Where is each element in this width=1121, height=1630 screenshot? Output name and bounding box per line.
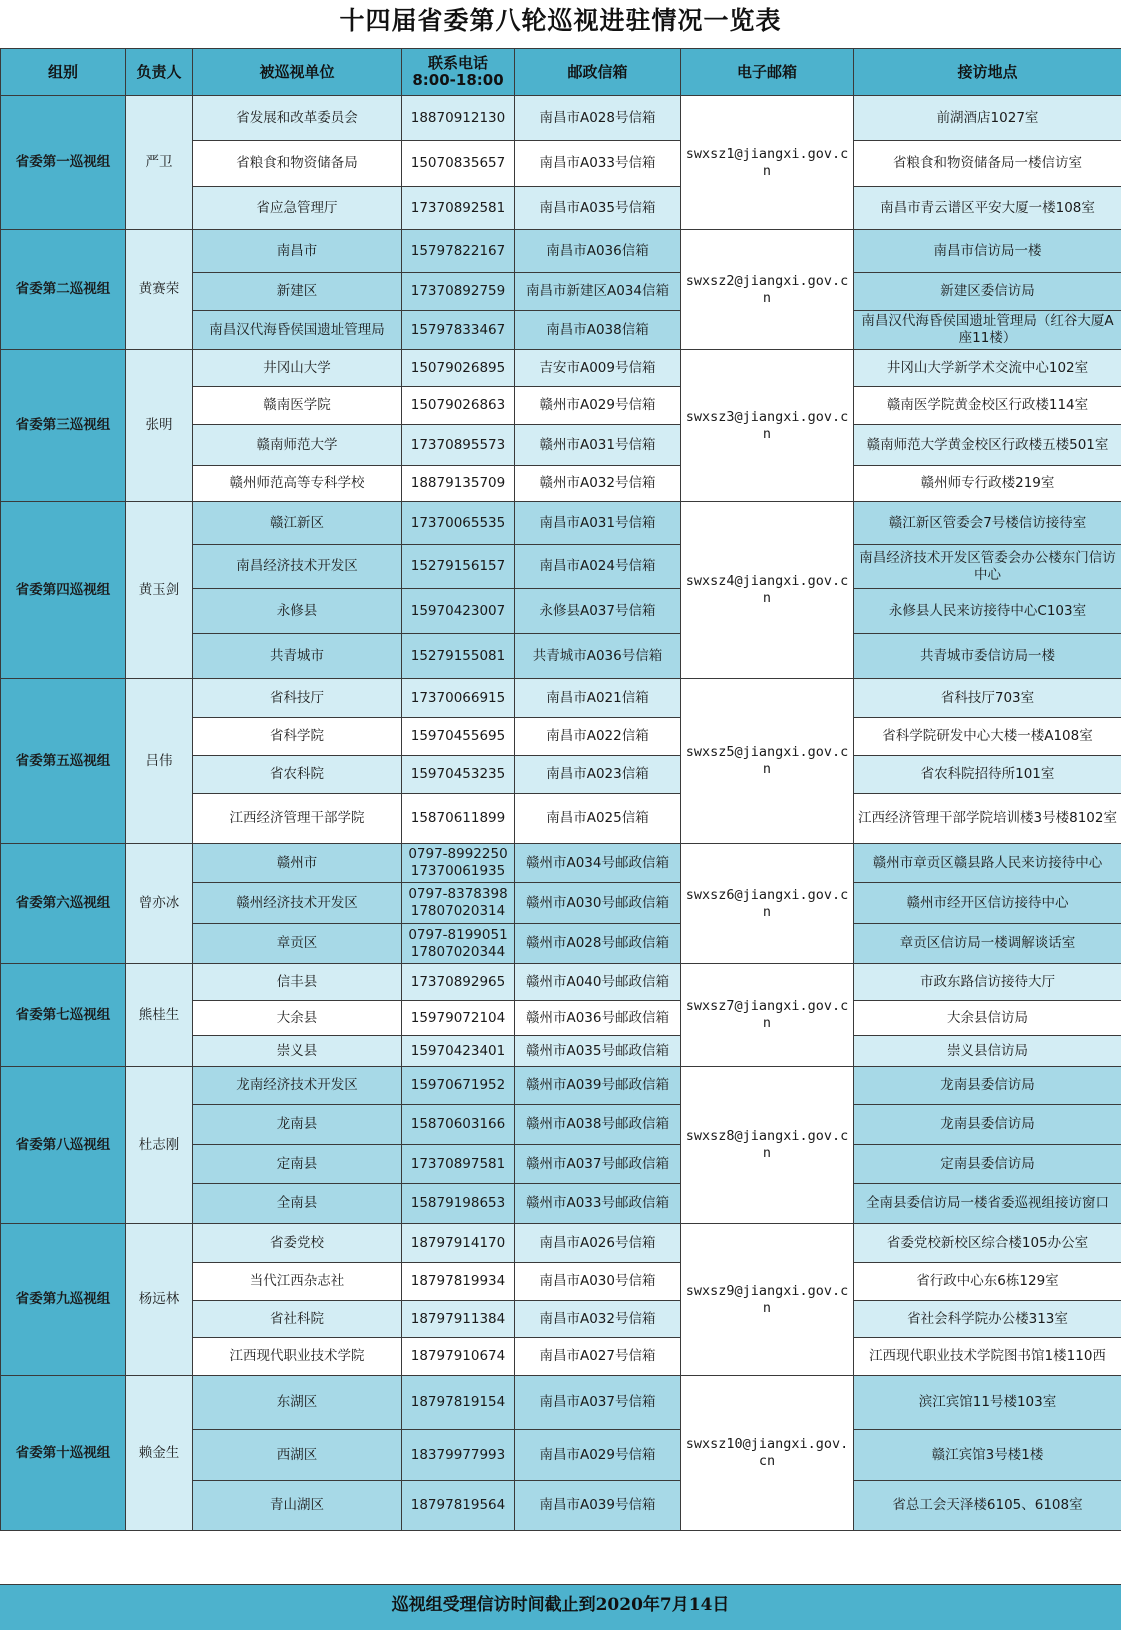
phone-cell: 15870611899 (402, 794, 515, 844)
phone-landline: 0797-8992250 (408, 846, 507, 862)
page-title: 十四届省委第八轮巡视进驻情况一览表 (0, 0, 1121, 48)
phone-cell: 15970453235 (402, 756, 515, 794)
mailbox-cell: 赣州市A030号邮政信箱 (515, 883, 681, 924)
mailbox-cell: 南昌市A024号信箱 (515, 545, 681, 589)
group-name: 省委第八巡视组 (1, 1067, 126, 1224)
phone-cell: 18797819154 (402, 1376, 515, 1430)
address-cell: 崇义县信访局 (854, 1036, 1121, 1067)
phone-cell: 18797819564 (402, 1481, 515, 1531)
unit-cell: 省粮食和物资储备局 (193, 141, 402, 187)
phone-cell: 15279156157 (402, 545, 515, 589)
unit-cell: 龙南县 (193, 1105, 402, 1145)
phone-mobile: 17807020344 (411, 944, 505, 960)
mailbox-cell: 南昌市A028号信箱 (515, 96, 681, 141)
unit-cell: 青山湖区 (193, 1481, 402, 1531)
header-row (1, 49, 1121, 96)
address-cell: 章贡区信访局一楼调解谈话室 (854, 924, 1121, 964)
unit-cell: 章贡区 (193, 924, 402, 964)
unit-cell: 永修县 (193, 589, 402, 634)
address-cell: 永修县人民来访接待中心C103室 (854, 589, 1121, 634)
group-name: 省委第五巡视组 (1, 679, 126, 844)
group-email: swxsz10@jiangxi.gov.cn (681, 1376, 854, 1531)
mailbox-cell: 赣州市A037号邮政信箱 (515, 1145, 681, 1184)
unit-cell: 赣南医学院 (193, 387, 402, 425)
phone-cell: 15970423007 (402, 589, 515, 634)
phone-cell: 18797911384 (402, 1301, 515, 1338)
table-row (1, 502, 1121, 545)
phone-cell (402, 844, 515, 883)
phone-cell: 18879135709 (402, 466, 515, 502)
group-email: swxsz5@jiangxi.gov.cn (681, 679, 854, 844)
table-row (1, 964, 1121, 1001)
mailbox-cell: 赣州市A028号邮政信箱 (515, 924, 681, 964)
table-row (1, 844, 1121, 883)
address-cell: 井冈山大学新学术交流中心102室 (854, 350, 1121, 387)
address-cell: 前湖酒店1027室 (854, 96, 1121, 141)
phone-cell: 17370897581 (402, 1145, 515, 1184)
address-cell: 江西现代职业技术学院图书馆1楼110西 (854, 1338, 1121, 1376)
address-cell: 滨江宾馆11号楼103室 (854, 1376, 1121, 1430)
address-cell: 新建区委信访局 (854, 273, 1121, 311)
phone-cell: 15979072104 (402, 1001, 515, 1036)
table-row (1, 230, 1121, 273)
mailbox-cell: 南昌市A030号信箱 (515, 1263, 681, 1301)
mailbox-cell: 南昌市A038信箱 (515, 311, 681, 350)
mailbox-cell: 南昌市A021信箱 (515, 679, 681, 718)
group-name: 省委第二巡视组 (1, 230, 126, 350)
mailbox-cell: 南昌市A025信箱 (515, 794, 681, 844)
footer-note: 巡视组受理信访时间截止到2020年7月14日 (0, 1584, 1121, 1630)
mailbox-cell: 吉安市A009号信箱 (515, 350, 681, 387)
group-email: swxsz2@jiangxi.gov.cn (681, 230, 854, 350)
phone-cell: 15970455695 (402, 718, 515, 756)
unit-cell: 南昌经济技术开发区 (193, 545, 402, 589)
table-row (1, 1224, 1121, 1263)
address-cell: 省科技厅703室 (854, 679, 1121, 718)
phone-cell: 17370065535 (402, 502, 515, 545)
group-leader: 吕伟 (126, 679, 193, 844)
group-leader: 严卫 (126, 96, 193, 230)
header-unit: 被巡视单位 (193, 49, 402, 96)
mailbox-cell: 赣州市A039号邮政信箱 (515, 1067, 681, 1105)
group-leader: 赖金生 (126, 1376, 193, 1531)
address-cell: 市政东路信访接待大厅 (854, 964, 1121, 1001)
group-email: swxsz7@jiangxi.gov.cn (681, 964, 854, 1067)
group-leader: 熊桂生 (126, 964, 193, 1067)
unit-cell: 赣州经济技术开发区 (193, 883, 402, 924)
mailbox-cell: 南昌市新建区A034信箱 (515, 273, 681, 311)
mailbox-cell: 南昌市A035号信箱 (515, 187, 681, 230)
phone-cell: 18797910674 (402, 1338, 515, 1376)
table-row (1, 350, 1121, 387)
unit-cell: 省发展和改革委员会 (193, 96, 402, 141)
header-group: 组别 (1, 49, 126, 96)
mailbox-cell: 赣州市A032号信箱 (515, 466, 681, 502)
group-leader: 黄玉剑 (126, 502, 193, 679)
address-cell: 全南县委信访局一楼省委巡视组接访窗口 (854, 1184, 1121, 1224)
address-cell: 赣南师范大学黄金校区行政楼五楼501室 (854, 425, 1121, 466)
mailbox-cell: 赣州市A035号邮政信箱 (515, 1036, 681, 1067)
group-email: swxsz1@jiangxi.gov.cn (681, 96, 854, 230)
unit-cell: 赣州市 (193, 844, 402, 883)
unit-cell: 共青城市 (193, 634, 402, 679)
mailbox-cell: 共青城市A036号信箱 (515, 634, 681, 679)
unit-cell: 省社科院 (193, 1301, 402, 1338)
mailbox-cell: 赣州市A040号邮政信箱 (515, 964, 681, 1001)
address-cell: 南昌市信访局一楼 (854, 230, 1121, 273)
group-name: 省委第一巡视组 (1, 96, 126, 230)
group-name: 省委第六巡视组 (1, 844, 126, 964)
unit-cell: 当代江西杂志社 (193, 1263, 402, 1301)
unit-cell: 南昌市 (193, 230, 402, 273)
mailbox-cell: 南昌市A037号信箱 (515, 1376, 681, 1430)
table-row (1, 1067, 1121, 1105)
phone-cell: 15870603166 (402, 1105, 515, 1145)
phone-cell: 18797914170 (402, 1224, 515, 1263)
unit-cell: 新建区 (193, 273, 402, 311)
group-name: 省委第九巡视组 (1, 1224, 126, 1376)
unit-cell: 全南县 (193, 1184, 402, 1224)
address-cell: 共青城市委信访局一楼 (854, 634, 1121, 679)
address-cell: 省委党校新校区综合楼105办公室 (854, 1224, 1121, 1263)
address-cell: 赣州市章贡区赣县路人民来访接待中心 (854, 844, 1121, 883)
phone-cell: 17370892965 (402, 964, 515, 1001)
unit-cell: 大余县 (193, 1001, 402, 1036)
unit-cell: 赣江新区 (193, 502, 402, 545)
phone-cell: 17370066915 (402, 679, 515, 718)
address-cell: 江西经济管理干部学院培训楼3号楼8102室 (854, 794, 1121, 844)
unit-cell: 信丰县 (193, 964, 402, 1001)
unit-cell: 省委党校 (193, 1224, 402, 1263)
group-name: 省委第十巡视组 (1, 1376, 126, 1531)
mailbox-cell: 永修县A037号信箱 (515, 589, 681, 634)
mailbox-cell: 南昌市A026号信箱 (515, 1224, 681, 1263)
address-cell: 定南县委信访局 (854, 1145, 1121, 1184)
phone-mobile: 17370061935 (411, 863, 505, 879)
inspection-table (0, 48, 1121, 1531)
phone-cell: 15797833467 (402, 311, 515, 350)
unit-cell: 省农科院 (193, 756, 402, 794)
mailbox-cell: 南昌市A036信箱 (515, 230, 681, 273)
group-leader: 张明 (126, 350, 193, 502)
mailbox-cell: 南昌市A029号信箱 (515, 1430, 681, 1481)
phone-cell: 15970671952 (402, 1067, 515, 1105)
phone-cell: 17370892581 (402, 187, 515, 230)
address-cell: 南昌市青云谱区平安大厦一楼108室 (854, 187, 1121, 230)
address-cell: 省粮食和物资储备局一楼信访室 (854, 141, 1121, 187)
group-email: swxsz9@jiangxi.gov.cn (681, 1224, 854, 1376)
unit-cell: 崇义县 (193, 1036, 402, 1067)
header-phone-label: 联系电话 (428, 54, 488, 72)
group-email: swxsz6@jiangxi.gov.cn (681, 844, 854, 964)
phone-cell: 18870912130 (402, 96, 515, 141)
mailbox-cell: 赣州市A031号信箱 (515, 425, 681, 466)
phone-cell: 17370895573 (402, 425, 515, 466)
unit-cell: 龙南经济技术开发区 (193, 1067, 402, 1105)
mailbox-cell: 南昌市A032号信箱 (515, 1301, 681, 1338)
header-email: 电子邮箱 (681, 49, 854, 96)
address-cell: 南昌经济技术开发区管委会办公楼东门信访中心 (854, 545, 1121, 589)
address-cell: 龙南县委信访局 (854, 1067, 1121, 1105)
unit-cell: 江西经济管理干部学院 (193, 794, 402, 844)
address-cell: 南昌汉代海昏侯国遗址管理局（红谷大厦A座11楼） (854, 311, 1121, 350)
table-row (1, 679, 1121, 718)
header-phone (402, 49, 515, 96)
mailbox-cell: 赣州市A036号邮政信箱 (515, 1001, 681, 1036)
unit-cell: 江西现代职业技术学院 (193, 1338, 402, 1376)
unit-cell: 赣南师范大学 (193, 425, 402, 466)
mailbox-cell: 赣州市A033号邮政信箱 (515, 1184, 681, 1224)
address-cell: 赣州师专行政楼219室 (854, 466, 1121, 502)
group-leader: 黄赛荣 (126, 230, 193, 350)
phone-cell (402, 924, 515, 964)
group-email: swxsz8@jiangxi.gov.cn (681, 1067, 854, 1224)
address-cell: 省总工会天泽楼6105、6108室 (854, 1481, 1121, 1531)
group-email: swxsz3@jiangxi.gov.cn (681, 350, 854, 502)
mailbox-cell: 赣州市A029号信箱 (515, 387, 681, 425)
phone-cell: 15079026863 (402, 387, 515, 425)
mailbox-cell: 赣州市A034号邮政信箱 (515, 844, 681, 883)
address-cell: 大余县信访局 (854, 1001, 1121, 1036)
unit-cell: 省科技厅 (193, 679, 402, 718)
unit-cell: 省科学院 (193, 718, 402, 756)
mailbox-cell: 南昌市A039号信箱 (515, 1481, 681, 1531)
phone-landline: 0797-8199051 (408, 927, 507, 943)
address-cell: 龙南县委信访局 (854, 1105, 1121, 1145)
address-cell: 赣州市经开区信访接待中心 (854, 883, 1121, 924)
table-row (1, 96, 1121, 141)
header-leader: 负责人 (126, 49, 193, 96)
table-row (1, 1376, 1121, 1430)
address-cell: 赣江新区管委会7号楼信访接待室 (854, 502, 1121, 545)
mailbox-cell: 赣州市A038号邮政信箱 (515, 1105, 681, 1145)
group-leader: 曾亦冰 (126, 844, 193, 964)
unit-cell: 赣州师范高等专科学校 (193, 466, 402, 502)
unit-cell: 南昌汉代海昏侯国遗址管理局 (193, 311, 402, 350)
group-email: swxsz4@jiangxi.gov.cn (681, 502, 854, 679)
phone-cell: 15879198653 (402, 1184, 515, 1224)
header-address: 接访地点 (854, 49, 1121, 96)
group-leader: 杨远林 (126, 1224, 193, 1376)
unit-cell: 东湖区 (193, 1376, 402, 1430)
unit-cell: 定南县 (193, 1145, 402, 1184)
address-cell: 赣江宾馆3号楼1楼 (854, 1430, 1121, 1481)
unit-cell: 省应急管理厅 (193, 187, 402, 230)
address-cell: 赣南医学院黄金校区行政楼114室 (854, 387, 1121, 425)
group-name: 省委第三巡视组 (1, 350, 126, 502)
phone-cell (402, 883, 515, 924)
mailbox-cell: 南昌市A022信箱 (515, 718, 681, 756)
phone-mobile: 17807020314 (411, 903, 505, 919)
unit-cell: 井冈山大学 (193, 350, 402, 387)
address-cell: 省行政中心东6栋129室 (854, 1263, 1121, 1301)
phone-cell: 18797819934 (402, 1263, 515, 1301)
group-name: 省委第四巡视组 (1, 502, 126, 679)
address-cell: 省农科院招待所101室 (854, 756, 1121, 794)
address-cell: 省科学院研发中心大楼一楼A108室 (854, 718, 1121, 756)
header-phone-hours: 8:00-18:00 (412, 71, 503, 89)
group-name: 省委第七巡视组 (1, 964, 126, 1067)
phone-cell: 15079026895 (402, 350, 515, 387)
unit-cell: 西湖区 (193, 1430, 402, 1481)
phone-cell: 15070835657 (402, 141, 515, 187)
address-cell: 省社会科学院办公楼313室 (854, 1301, 1121, 1338)
mailbox-cell: 南昌市A033号信箱 (515, 141, 681, 187)
phone-cell: 15970423401 (402, 1036, 515, 1067)
phone-cell: 17370892759 (402, 273, 515, 311)
group-leader: 杜志刚 (126, 1067, 193, 1224)
mailbox-cell: 南昌市A023信箱 (515, 756, 681, 794)
phone-cell: 15279155081 (402, 634, 515, 679)
header-mailbox: 邮政信箱 (515, 49, 681, 96)
phone-cell: 15797822167 (402, 230, 515, 273)
phone-cell: 18379977993 (402, 1430, 515, 1481)
phone-landline: 0797-8378398 (408, 886, 507, 902)
mailbox-cell: 南昌市A027号信箱 (515, 1338, 681, 1376)
mailbox-cell: 南昌市A031号信箱 (515, 502, 681, 545)
